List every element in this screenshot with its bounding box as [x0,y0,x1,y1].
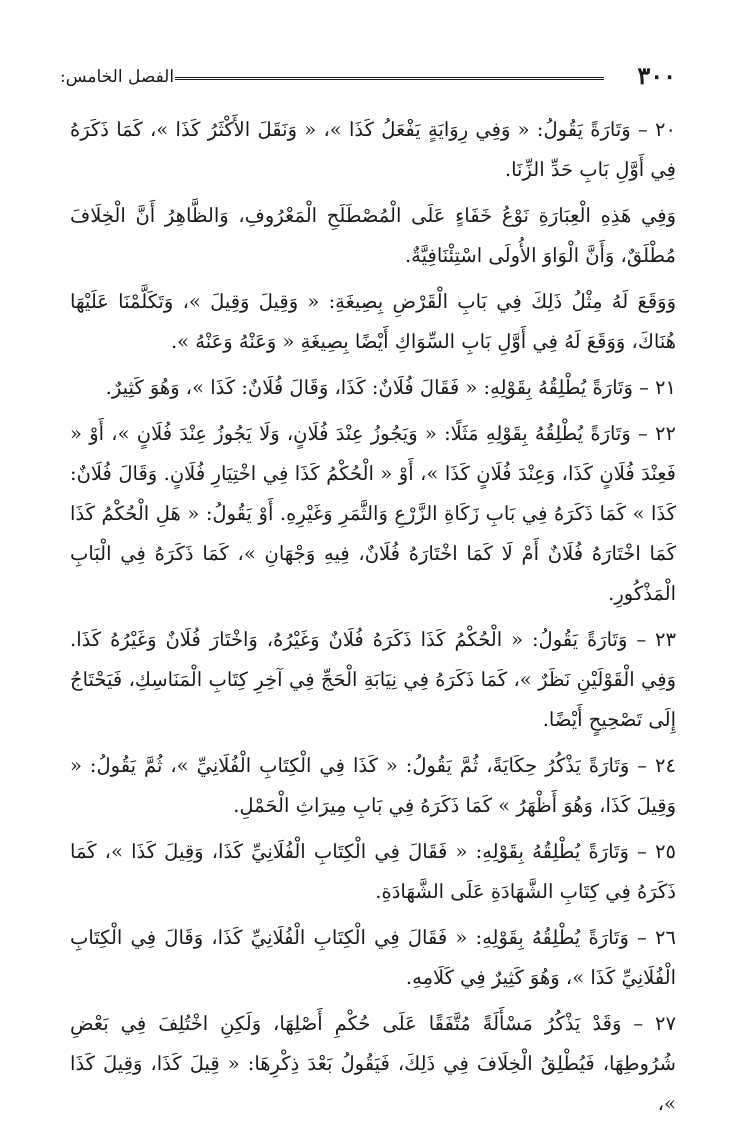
paragraph-note-qard: وَوَقَعَ لَهُ مِثْلُ ذَلِكَ فِي بَابِ الْقَرْضِ بِصِيغَةِ: « وَقِيلَ وَقِيلَ »، وَتَكَلَّمْنَا عَلَيْهَا هُنَاكَ، وَوَقَعَ لَهُ فِي أَوَّلِ بَابِ السِّوَاكِ أَيْضًا بِصِيغَةِ « وَعَنْهُ وَعَنْهُ ». [70,290,676,353]
paragraph-25: ٢٥ – وَتَارَةً يُطْلِقُهُ بِقَوْلِهِ: « فَقَالَ فِي الْكِتَابِ الْفُلَانِيِّ كَذَا، وَقِيلَ كَذَا »، كَمَا ذَكَرَهُ فِي كِتَابِ الشَّهَادَةِ عَلَى الشَّهَادَةِ. [70,840,676,903]
chapter-title: الفصل الخامس: [60,67,175,87]
page-header [60,62,676,94]
paragraph-27: ٢٧ – وَقَدْ يَذْكُرُ مَسْأَلَةً مُتَّفَقًا عَلَى حُكْمِ أَصْلِهَا، وَلَكِنِ اخْتُلِفَ فِي بَعْضِ شُرُوطِهَا، فَيُطْلِقُ الْخِلَافَ فِي ذَلِكَ، فَيَقُولُ بَعْدَ ذِكْرِهَا: « قِيلَ كَذَا، وَقِيلَ كَذَا »، [70,1012,676,1115]
paragraph-20: ٢٠ – وَتَارَةً يَقُولُ: « وَفِي رِوَايَةٍ يَفْعَلُ كَذَا »، « وَنَقَلَ الأَكْثَرُ كَذَا »، كَمَا ذَكَرَهُ فِي أَوَّلِ بَابِ حَدِّ الزِّنَا. [70,118,676,181]
paragraph-21: ٢١ – وَتَارَةً يُطْلِقُهُ بِقَوْلِهِ: « فَقَالَ فُلَانٌ: كَذَا، وَقَالَ فُلَانٌ: كَذَا »، وَهُوَ كَثِيرٌ. [105,376,676,399]
page-body [70,110,676,1130]
paragraph-24: ٢٤ – وَتَارَةً يَذْكُرُ حِكَايَةً، ثُمَّ يَقُولُ: « كَذَا فِي الْكِتَابِ الْفُلَانِيِّ »، ثُمَّ يَقُولُ: « وَقِيلَ كَذَا، وَهُوَ أَظْهَرُ » كَمَا ذَكَرَهُ فِي بَابِ مِيرَاثِ الْحَمْلِ. [70,754,676,817]
paragraph-23: ٢٣ – وَتَارَةً يَقُولُ: « الْحُكْمُ كَذَا ذَكَرَهُ فُلَانٌ وَغَيْرُهُ، وَاخْتَارَ فُلَانٌ وَغَيْرُهُ كَذَا. وَفِي الْقَوْلَيْنِ نَظَرٌ »، كَمَا ذَكَرَهُ فِي نِيَابَةِ الْحَجِّ فِي آخِرِ كِتَابِ الْمَنَاسِكِ، فَيَحْتَاجُ إِلَى تَصْحِيحٍ أَيْضًا. [70,628,676,731]
paragraph-22: ٢٢ – وَتَارَةً يُطْلِقُهُ بِقَوْلِهِ مَثَلًا: « وَيَجُوزُ عِنْدَ فُلَانٍ، وَلَا يَجُوزُ عِنْدَ فُلَانٍ »، أَوْ « فَعِنْدَ فُلَانٍ كَذَا، وَعِنْدَ فُلَانٍ كَذَا »، أَوْ « الْحُكْمُ كَذَا فِي اخْتِيَارِ فُلَانٍ. وَقَالَ فُلَانٌ: كَذَا » كَمَا ذَكَرَهُ فِي بَابِ زَكَاةِ الزَّرْعِ وَالثَّمَرِ وَغَيْرِهِ. أَوْ يَقُولُ: « هَلِ الْحُكْمُ كَذَا كَمَا اخْتَارَهُ فُلَانٌ أَمْ لَا كَمَا اخْتَارَهُ فُلَانٌ، فِيهِ وَجْهَانِ »، كَمَا ذَكَرَهُ فِي الْبَابِ الْمَذْكُورِ. [70,422,676,605]
paragraph-note-ambiguity: وَفِي هَذِهِ الْعِبَارَةِ نَوْعُ خَفَاءٍ عَلَى الْمُصْطَلَحِ الْمَعْرُوفِ، وَالظَّاهِرُ أَنَّ الْخِلَافَ مُطْلَقٌ، وَأَنَّ الْوَاوَ الأُولَى اسْتِئْنَافِيَّةٌ. [70,204,676,267]
header-divider [175,77,604,80]
paragraph-26: ٢٦ – وَتَارَةً يُطْلِقُهُ بِقَوْلِهِ: « فَقَالَ فِي الْكِتَابِ الْفُلَانِيِّ كَذَا، وَقَالَ فِي الْكِتَابِ الْفُلَانِيِّ كَذَا »، وَهُوَ كَثِيرٌ فِي كَلَامِهِ. [70,926,676,989]
page-number: ٣٠٠ [637,61,676,90]
